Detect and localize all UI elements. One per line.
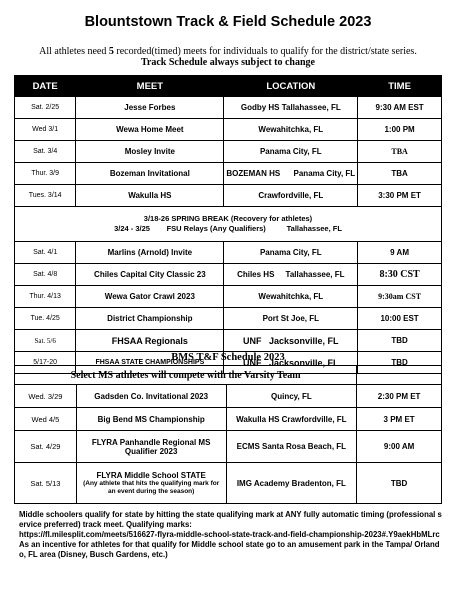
intro-text: [0, 46, 456, 68]
table-row: [15, 242, 442, 264]
row-date: Sat. 5/13: [15, 463, 77, 504]
row-time: TBA: [358, 163, 442, 185]
table-row: [15, 308, 442, 330]
fsu-relays-line: 3/24 - 3/25 FSU Relays (Any Qualifiers) Tallahassee, FL: [114, 224, 342, 233]
row-time: 9:00 AM: [357, 431, 442, 463]
table-row: [15, 408, 442, 431]
row-time: 2:30 PM ET: [357, 385, 442, 408]
table-row: [15, 163, 442, 185]
page-title: Blountstown Track & Field Schedule 2023: [84, 14, 372, 30]
table-row: [15, 385, 442, 408]
row-date: 5/17-20: [15, 352, 76, 374]
table-row: [15, 97, 442, 119]
header-meet: MEET: [76, 76, 224, 97]
row-date: Sat. 4/8: [15, 264, 76, 286]
header-date: DATE: [15, 76, 76, 97]
row-date: Wed. 3/29: [15, 385, 77, 408]
row-time: 9:30am CST: [358, 286, 442, 308]
row-meet: Mosley Invite: [76, 141, 224, 163]
row-time: 1:00 PM: [358, 119, 442, 141]
row-meet: Bozeman Invitational: [76, 163, 224, 185]
row-meet: Marlins (Arnold) Invite: [76, 242, 224, 264]
row-date: Sat. 3/4: [15, 141, 76, 163]
row-location: UNF Jacksonville, FL: [224, 330, 358, 352]
bms-schedule-title: BMS T&F Schedule 2023: [171, 352, 285, 363]
row-location: BOZEMAN HS Panama City, FL: [224, 163, 358, 185]
row-location: Wewahitchka, FL: [224, 119, 358, 141]
row-time: 9 AM: [358, 242, 442, 264]
bms-header-empty: [357, 366, 442, 385]
spring-break-cell: [15, 207, 442, 242]
state-meet-note: (Any athlete that hits the qualifying mark for an event during the season): [83, 479, 220, 495]
row-time: 10:00 EST: [358, 308, 442, 330]
qualifying-marks-link[interactable]: https://fl.milesplit.com/meets/516627-flyra-middle-school-state-track-and-field-championship-2023#.Y9aekHbMLrc: [19, 530, 440, 539]
row-meet: Wakulla HS: [76, 185, 224, 207]
row-time: 3 PM ET: [357, 408, 442, 431]
table-header-row: [15, 76, 442, 97]
row-meet: Chiles Capital City Classic 23: [76, 264, 224, 286]
row-location: Port St Joe, FL: [224, 308, 358, 330]
row-meet: FHSAA STATE CHAMPIONSHIPS: [76, 352, 224, 374]
row-meet: Gadsden Co. Invitational 2023: [76, 385, 226, 408]
intro-line-1: [0, 46, 456, 57]
row-time: 3:30 PM ET: [358, 185, 442, 207]
row-date: Sat. 4/29: [15, 431, 77, 463]
table-row: [15, 286, 442, 308]
intro-line-2: Track Schedule always subject to change: [141, 57, 315, 68]
row-date: Wed 3/1: [15, 119, 76, 141]
state-meet-name: FLYRA Middle School STATE: [96, 470, 206, 480]
row-location: Chiles HS Tallahassee, FL: [224, 264, 358, 286]
row-meet: Big Bend MS Championship: [76, 408, 226, 431]
row-date: Tues. 3/14: [15, 185, 76, 207]
row-meet: FLYRA Panhandle Regional MS Qualifier 2023: [76, 431, 226, 463]
footer-notes: [19, 510, 444, 560]
row-date: Thur. 3/9: [15, 163, 76, 185]
row-time: TBD: [358, 330, 442, 352]
row-time: 8:30 CST: [358, 264, 442, 286]
row-date: Tue. 4/25: [15, 308, 76, 330]
bms-header: Select MS athletes will compete with the Varsity Team: [15, 366, 357, 385]
row-date: Thur. 4/13: [15, 286, 76, 308]
table-row: [15, 264, 442, 286]
bms-header-row: [15, 366, 442, 385]
meet-count: 5: [108, 46, 114, 57]
bms-schedule-table: [14, 365, 442, 504]
row-time: TBA: [358, 141, 442, 163]
row-date: Sat. 4/1: [15, 242, 76, 264]
intro-line-1-post: recorded(timed) meets for individuals to qualify for the district/state series.: [113, 46, 417, 57]
row-location: UNF Jacksonville, FL: [224, 352, 358, 374]
row-meet: District Championship: [76, 308, 224, 330]
qualify-note: Middle schoolers qualify for state by hitting the state qualifying mark at ANY fully automatic timing (professional service preferred) track meet. Qualifying marks:: [19, 510, 442, 529]
table-row: [15, 185, 442, 207]
row-location: Quincy, FL: [226, 385, 357, 408]
row-time: 9:30 AM EST: [358, 97, 442, 119]
header-time: TIME: [358, 76, 442, 97]
row-meet: [76, 463, 226, 504]
intro-line-1-pre: All athletes need: [39, 46, 109, 57]
row-location: Godby HS Tallahassee, FL: [224, 97, 358, 119]
row-meet: Wewa Gator Crawl 2023: [76, 286, 224, 308]
row-date: Sat. 5/6: [15, 330, 76, 352]
row-location: Wakulla HS Crawfordville, FL: [226, 408, 357, 431]
table-row: [15, 141, 442, 163]
row-meet: Wewa Home Meet: [76, 119, 224, 141]
row-time: TBD: [358, 352, 442, 374]
table-row: [15, 463, 442, 504]
incentive-note: As an incentive for athletes for that qualify for Middle school state go to an amusement park in the Tampa/ Orlando, FL area (Disney, Busch Gardens, etc.): [19, 540, 440, 559]
table-row: [15, 119, 442, 141]
spring-break-line: 3/18-26 SPRING BREAK (Recovery for athletes): [143, 214, 313, 223]
row-location: IMG Academy Bradenton, FL: [226, 463, 357, 504]
row-location: Panama City, FL: [224, 242, 358, 264]
row-date: Wed 4/5: [15, 408, 77, 431]
header-location: LOCATION: [224, 76, 358, 97]
row-location: Panama City, FL: [224, 141, 358, 163]
row-time: TBD: [357, 463, 442, 504]
row-date: Sat. 2/25: [15, 97, 76, 119]
track-schedule-table: [14, 75, 442, 374]
row-location: ECMS Santa Rosa Beach, FL: [226, 431, 357, 463]
row-meet: Jesse Forbes: [76, 97, 224, 119]
table-row: [15, 330, 442, 352]
row-location: Crawfordville, FL: [224, 185, 358, 207]
row-location: Wewahitchka, FL: [224, 286, 358, 308]
table-row: [15, 431, 442, 463]
spring-break-row: [15, 207, 442, 242]
row-meet: FHSAA Regionals: [76, 330, 224, 352]
